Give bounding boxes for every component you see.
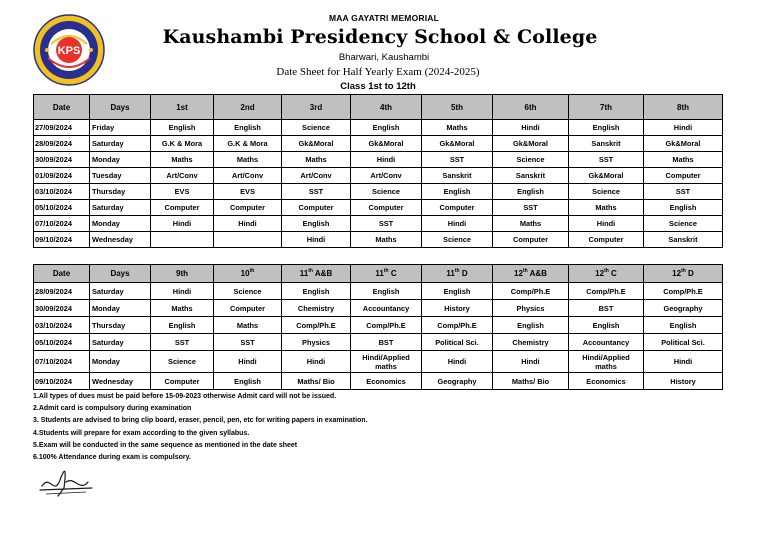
header-label: 6th — [524, 102, 537, 112]
subject-cell: Maths — [493, 216, 569, 232]
header-label: Days — [110, 269, 130, 278]
subject-cell: Maths/ Bio — [282, 373, 351, 390]
subject-cell: Chemistry — [282, 300, 351, 317]
subject-cell: EVS — [151, 184, 214, 200]
subject-cell: Hindi/Applied maths — [351, 351, 422, 373]
exam-day: Wednesday — [90, 373, 151, 390]
subject-cell: G.K & Mora — [151, 136, 214, 152]
subject-cell: Gk&Moral — [569, 168, 644, 184]
exam-date: 01/09/2024 — [34, 168, 90, 184]
header-ordinal-suffix: th — [604, 268, 609, 274]
subject-cell: Science — [282, 120, 351, 136]
subject-cell: Hindi — [422, 216, 493, 232]
table-row — [34, 184, 723, 200]
subject-cell: Comp/Ph.E — [569, 283, 644, 300]
memorial-line: MAA GAYATRI MEMORIAL — [328, 13, 440, 23]
subject-cell: BST — [351, 334, 422, 351]
subject-cell: English — [493, 317, 569, 334]
secondary-header-8 — [569, 265, 644, 283]
subject-cell: Maths — [569, 200, 644, 216]
subject-cell: Computer — [493, 232, 569, 248]
exam-day: Monday — [90, 351, 151, 373]
subject-cell: English — [569, 317, 644, 334]
class-range: Class 1st to 12th — [340, 81, 416, 92]
subject-cell: Maths — [422, 120, 493, 136]
header-label: 10 — [240, 269, 250, 278]
header-label: 11 — [446, 269, 455, 278]
header-label: 5th — [451, 102, 463, 112]
subject-cell: SST — [151, 334, 214, 351]
subject-cell: English — [214, 120, 282, 136]
subject-cell: Gk&Moral — [422, 136, 493, 152]
exam-day: Thursday — [90, 184, 151, 200]
subject-cell: Geography — [422, 373, 493, 390]
subject-cell: Sanskrit — [493, 168, 569, 184]
table-row — [34, 283, 723, 300]
header-section: C — [608, 269, 617, 278]
header-section: A&B — [527, 269, 547, 278]
subject-cell: Physics — [493, 300, 569, 317]
exam-date: 09/10/2024 — [34, 232, 90, 248]
exam-date: 05/10/2024 — [34, 334, 90, 351]
subject-cell: Computer — [569, 232, 644, 248]
subject-cell: English — [282, 216, 351, 232]
instructions-list — [33, 391, 733, 464]
subject-cell: SST — [422, 152, 493, 168]
header-label: 12 — [672, 269, 682, 278]
subject-cell: Hindi — [282, 232, 351, 248]
header-label: 11 — [299, 269, 309, 278]
subject-cell: Maths — [351, 232, 422, 248]
subject-cell: Hindi — [351, 152, 422, 168]
header-label: 1st — [176, 102, 188, 112]
subject-cell: Comp/Ph.E — [422, 317, 493, 334]
subject-cell: Comp/Ph.E — [644, 283, 723, 300]
subject-cell: Science — [151, 351, 214, 373]
subject-cell: SST — [282, 184, 351, 200]
subject-cell: Comp/Ph.E — [493, 283, 569, 300]
header-ordinal-suffix: th — [308, 268, 313, 274]
subject-cell: Hindi — [282, 351, 351, 373]
subject-cell — [151, 232, 214, 248]
secondary-header-4 — [282, 265, 351, 283]
secondary-header-2 — [151, 265, 214, 283]
table-row — [34, 152, 723, 168]
subject-cell: Hindi — [569, 216, 644, 232]
subject-cell: English — [282, 283, 351, 300]
header-label: Days — [110, 102, 130, 112]
header-ordinal-suffix: th — [249, 268, 255, 274]
subject-cell: English — [151, 317, 214, 334]
subject-cell: Art/Conv — [282, 168, 351, 184]
primary-header-1 — [90, 95, 151, 120]
subject-cell: Science — [493, 152, 569, 168]
header-label: 3rd — [309, 102, 323, 112]
exam-date: 05/10/2024 — [34, 200, 90, 216]
header-label: 12 — [514, 269, 523, 278]
subject-cell: Hindi — [493, 351, 569, 373]
subject-cell: English — [351, 283, 422, 300]
header-label: Date — [52, 102, 71, 112]
subject-cell: Hindi — [493, 120, 569, 136]
primary-header-8 — [569, 95, 644, 120]
subject-cell: English — [644, 200, 723, 216]
exam-day: Saturday — [90, 283, 151, 300]
exam-day: Monday — [90, 152, 151, 168]
subject-cell: Maths — [214, 317, 282, 334]
exam-day: Monday — [90, 216, 151, 232]
subject-cell: Maths/ Bio — [493, 373, 569, 390]
subject-cell: Maths — [644, 152, 723, 168]
subject-cell: SST — [351, 216, 422, 232]
subject-cell: EVS — [214, 184, 282, 200]
table-row — [34, 136, 723, 152]
subject-cell: Art/Conv — [351, 168, 422, 184]
subject-cell: Computer — [351, 200, 422, 216]
subject-cell: Gk&Moral — [493, 136, 569, 152]
subject-cell: Hindi — [422, 351, 493, 373]
exam-date: 07/10/2024 — [34, 351, 90, 373]
header-ordinal-suffix: th — [454, 268, 460, 274]
primary-date-sheet-table — [33, 94, 723, 248]
subject-cell: Hindi — [151, 283, 214, 300]
header-label: 11 — [375, 269, 384, 278]
primary-header-6 — [422, 95, 493, 120]
table-row — [34, 334, 723, 351]
instruction-note: 5.Exam will be conducted in the same sequence as mentioned in the date sheet — [33, 441, 298, 449]
table-row — [34, 216, 723, 232]
subject-cell: Computer — [214, 300, 282, 317]
subject-cell: Maths — [151, 152, 214, 168]
exam-day: Monday — [90, 300, 151, 317]
subject-cell: SST — [569, 152, 644, 168]
subject-cell: Sanskrit — [422, 168, 493, 184]
subject-cell: Art/Conv — [214, 168, 282, 184]
subject-cell: Hindi — [644, 351, 723, 373]
subject-cell: Comp/Ph.E — [351, 317, 422, 334]
subject-cell: Accountancy — [569, 334, 644, 351]
exam-day: Saturday — [90, 334, 151, 351]
subject-cell: History — [422, 300, 493, 317]
exam-day: Wednesday — [90, 232, 151, 248]
header-label: 4th — [380, 102, 392, 112]
instruction-note: 6.100% Attendance during exam is compulsory. — [33, 454, 191, 462]
subject-cell: English — [569, 120, 644, 136]
subject-cell: Science — [644, 216, 723, 232]
instruction-note: 2.Admit card is compulsory during examination — [33, 405, 192, 413]
subject-cell: BST — [569, 300, 644, 317]
subject-cell: Hindi — [214, 351, 282, 373]
exam-date: 07/10/2024 — [34, 216, 90, 232]
subject-cell: Sanskrit — [569, 136, 644, 152]
subject-cell: Sanskrit — [644, 232, 723, 248]
header-ordinal-suffix: th — [681, 268, 686, 274]
subject-cell: G.K & Mora — [214, 136, 282, 152]
subject-cell: SST — [214, 334, 282, 351]
instruction-note: 1.All types of dues must be paid before 15-09-2023 otherwise Admit card will not be issued. — [33, 393, 337, 400]
subject-cell: Physics — [282, 334, 351, 351]
subject-cell: Comp/Ph.E — [282, 317, 351, 334]
subject-cell: Computer — [644, 168, 723, 184]
secondary-header-5 — [351, 265, 422, 283]
table-row — [34, 317, 723, 334]
subject-cell: Computer — [151, 373, 214, 390]
subject-cell: Political Sci. — [422, 334, 493, 351]
secondary-header-6 — [422, 265, 493, 283]
header-section: D — [459, 269, 468, 278]
subject-cell: SST — [644, 184, 723, 200]
secondary-header-7 — [493, 265, 569, 283]
header-label: 8th — [677, 102, 689, 112]
primary-header-0 — [34, 95, 90, 120]
primary-header-4 — [282, 95, 351, 120]
subject-cell: Computer — [282, 200, 351, 216]
subject-cell: English — [644, 317, 723, 334]
subject-cell: Science — [351, 184, 422, 200]
header-label: 7th — [600, 102, 612, 112]
primary-header-5 — [351, 95, 422, 120]
subject-cell: History — [644, 373, 723, 390]
header-label: Date — [52, 269, 71, 278]
primary-header-2 — [151, 95, 214, 120]
exam-day: Saturday — [90, 200, 151, 216]
header-label: 9th — [176, 269, 188, 278]
table-row — [34, 120, 723, 136]
header-section: A&B — [312, 269, 333, 278]
instruction-note: 3. Students are advised to bring clip board, eraser, pencil, pen, etc for writing papers in examination. — [33, 417, 368, 425]
date-sheet-title: Date Sheet for Half Yearly Exam (2024-2025) — [276, 66, 480, 78]
subject-cell: Accountancy — [351, 300, 422, 317]
secondary-date-sheet-table — [33, 264, 723, 390]
subject-cell: Political Sci. — [644, 334, 723, 351]
subject-cell: Hindi — [151, 216, 214, 232]
subject-cell: Art/Conv — [151, 168, 214, 184]
subject-cell: English — [422, 184, 493, 200]
subject-cell: Economics — [569, 373, 644, 390]
table-row — [34, 300, 723, 317]
subject-cell: Gk&Moral — [351, 136, 422, 152]
subject-cell: English — [151, 120, 214, 136]
subject-cell: Science — [569, 184, 644, 200]
exam-date: 30/09/2024 — [34, 300, 90, 317]
subject-cell — [214, 232, 282, 248]
principal-signature — [36, 466, 96, 500]
subject-cell: English — [493, 184, 569, 200]
table-row — [34, 168, 723, 184]
exam-day: Tuesday — [90, 168, 151, 184]
subject-cell: Science — [214, 283, 282, 300]
subject-cell: English — [214, 373, 282, 390]
subject-cell: Maths — [214, 152, 282, 168]
table-row — [34, 232, 723, 248]
subject-cell: Chemistry — [493, 334, 569, 351]
header-label: 2nd — [240, 102, 255, 112]
subject-cell: Maths — [151, 300, 214, 317]
subject-cell: Gk&Moral — [282, 136, 351, 152]
exam-date: 03/10/2024 — [34, 317, 90, 334]
header-section: D — [685, 269, 694, 278]
secondary-header-0 — [34, 265, 90, 283]
subject-cell: Computer — [151, 200, 214, 216]
subject-cell: Computer — [214, 200, 282, 216]
exam-day: Friday — [90, 120, 151, 136]
subject-cell: Hindi/Applied maths — [569, 351, 644, 373]
exam-date: 28/09/2024 — [34, 136, 90, 152]
table-row — [34, 200, 723, 216]
subject-cell: English — [422, 283, 493, 300]
subject-cell: Gk&Moral — [644, 136, 723, 152]
secondary-header-1 — [90, 265, 151, 283]
school-address: Bharwari, Kaushambi — [338, 52, 430, 63]
subject-cell: Science — [422, 232, 493, 248]
subject-cell: SST — [493, 200, 569, 216]
exam-date: 28/09/2024 — [34, 283, 90, 300]
header-section: C — [388, 269, 397, 278]
instruction-note: 4.Students will prepare for exam according to the given syllabus. — [33, 429, 250, 437]
exam-date: 03/10/2024 — [34, 184, 90, 200]
subject-cell: Hindi — [644, 120, 723, 136]
subject-cell: English — [351, 120, 422, 136]
logo-initials: KPS — [57, 45, 81, 57]
primary-header-7 — [493, 95, 569, 120]
table-row — [34, 351, 723, 373]
exam-date: 30/09/2024 — [34, 152, 90, 168]
school-name: Kaushambi Presidency School & College — [162, 26, 598, 48]
subject-cell: Hindi — [214, 216, 282, 232]
header-ordinal-suffix: th — [383, 268, 389, 274]
header-label: 12 — [595, 269, 605, 278]
subject-cell: Computer — [422, 200, 493, 216]
exam-date: 09/10/2024 — [34, 373, 90, 390]
subject-cell: Maths — [282, 152, 351, 168]
subject-cell: Economics — [351, 373, 422, 390]
exam-day: Thursday — [90, 317, 151, 334]
table-row — [34, 373, 723, 390]
exam-date: 27/09/2024 — [34, 120, 90, 136]
secondary-header-9 — [644, 265, 723, 283]
primary-header-3 — [214, 95, 282, 120]
exam-day: Saturday — [90, 136, 151, 152]
header-ordinal-suffix: th — [522, 268, 528, 274]
subject-cell: Geography — [644, 300, 723, 317]
secondary-header-3 — [214, 265, 282, 283]
primary-header-9 — [644, 95, 723, 120]
